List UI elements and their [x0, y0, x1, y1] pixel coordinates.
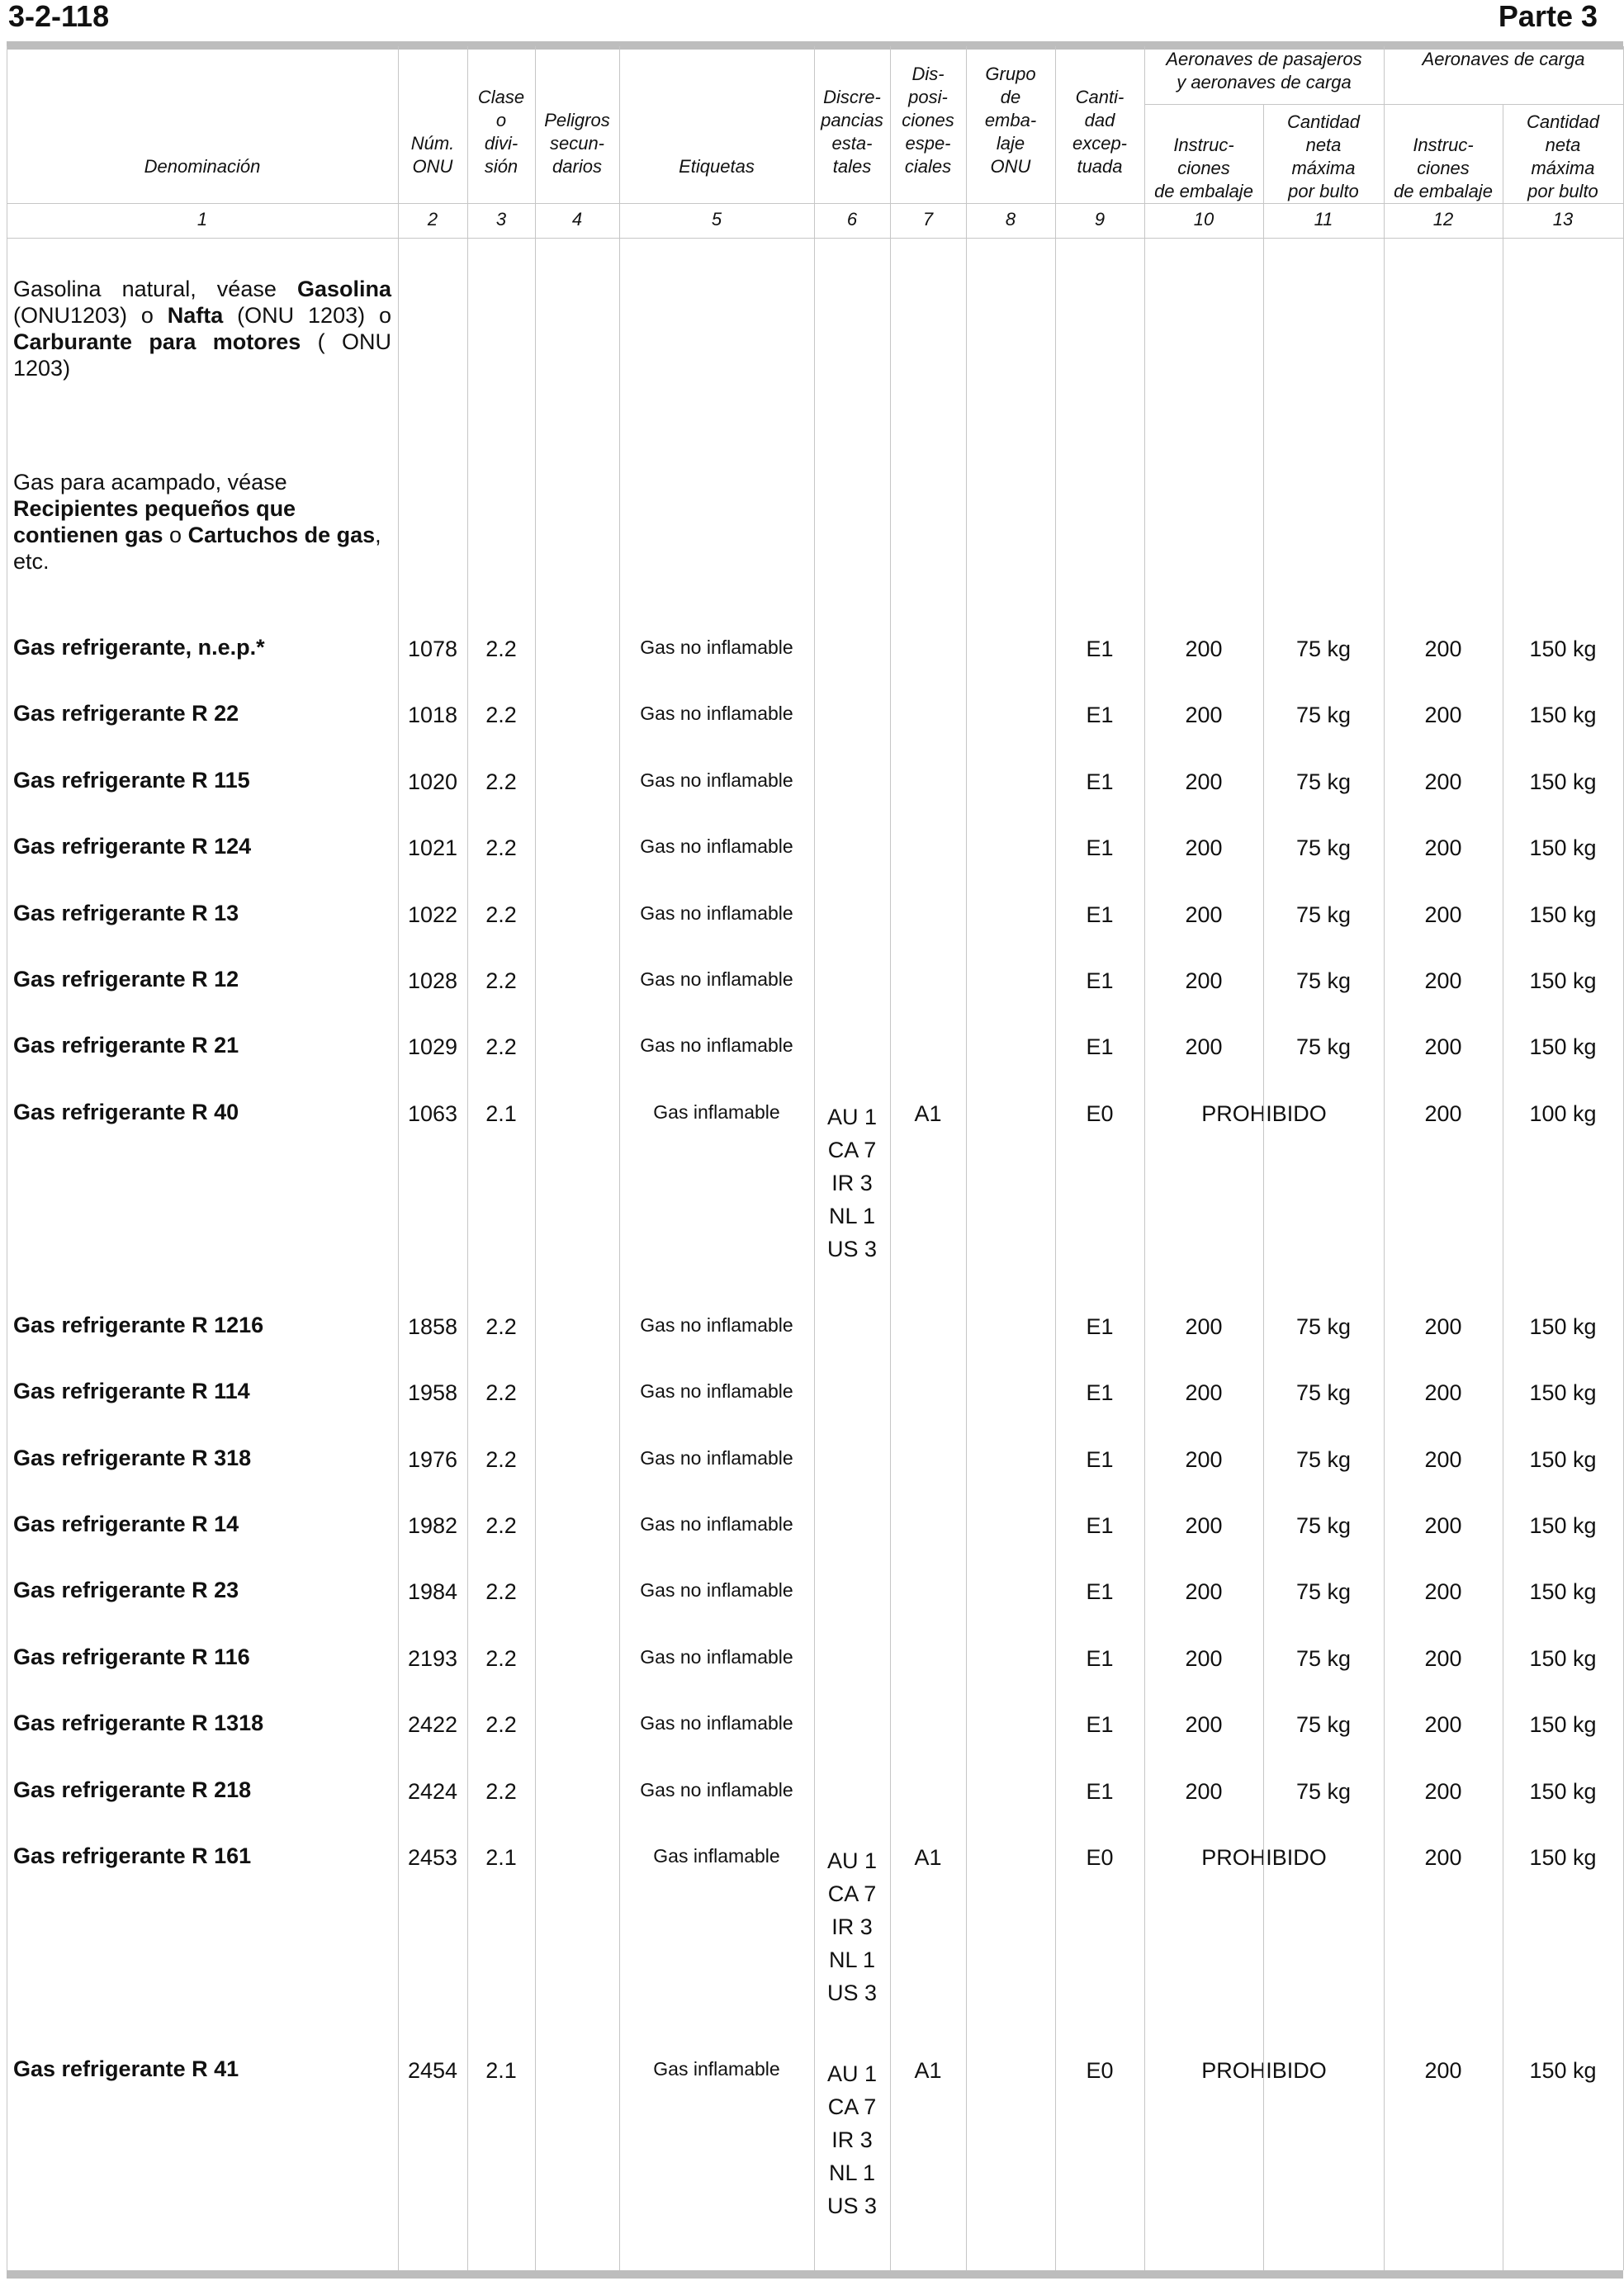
excepted-quantity: E1: [1086, 1380, 1114, 1406]
state-variations: AU 1 CA 7 IR 3 NL 1 US 3: [826, 1848, 878, 2005]
header-num-onu: Núm. ONU: [410, 133, 455, 177]
note-text: Gas para acampado, véase: [13, 470, 287, 495]
class-division: 2.2: [485, 1313, 517, 1339]
passenger-packing-instruction: 200: [1185, 835, 1223, 861]
excepted-quantity: E1: [1086, 637, 1114, 661]
passenger-max-quantity: 75 kg: [1295, 1579, 1352, 1605]
substance-name: Gas refrigerante R 12: [13, 967, 239, 991]
un-number: 2422: [407, 1712, 458, 1738]
class-division: 2.2: [485, 902, 517, 927]
header-etiquetas: Etiquetas: [679, 156, 755, 177]
passenger-packing-instruction: 200: [1185, 1579, 1223, 1605]
state-variations: AU 1 CA 7 IR 3 NL 1 US 3: [826, 1104, 878, 1261]
passenger-packing-instruction: 200: [1185, 1513, 1223, 1538]
excepted-quantity: E0: [1086, 2058, 1114, 2083]
header-disposiciones: Dis- posi- ciones espe- ciales: [902, 64, 954, 177]
hazard-label: Gas no inflamable: [640, 637, 793, 658]
cargo-max-quantity: 150 kg: [1529, 1380, 1597, 1406]
column-number: 12: [1432, 209, 1454, 230]
passenger-max-quantity: 75 kg: [1295, 1446, 1352, 1472]
hazard-label: Gas no inflamable: [640, 703, 793, 725]
header-grupo: Grupo de emba- laje ONU: [984, 64, 1037, 177]
passenger-packing-instruction: 200: [1185, 1034, 1223, 1060]
header-discrepancias: Discre- pancias esta- tales: [821, 87, 883, 177]
note-bold-text: Cartuchos de gas: [187, 523, 376, 547]
hazard-label: Gas no inflamable: [640, 1579, 793, 1602]
column-divider: [467, 46, 468, 2270]
class-division: 2.2: [485, 1778, 517, 1804]
column-number: 9: [1094, 209, 1106, 230]
column-number: 13: [1552, 209, 1574, 230]
part-title: Parte 3: [1498, 0, 1598, 33]
passenger-max-quantity: 75 kg: [1295, 703, 1352, 728]
passenger-max-quantity: 75 kg: [1295, 1513, 1352, 1538]
excepted-quantity: E1: [1086, 835, 1114, 861]
class-division: 2.1: [485, 1845, 517, 1870]
note-text: (ONU1203) o: [13, 303, 168, 328]
un-number: 2453: [407, 1845, 458, 1870]
un-number: 1028: [407, 968, 458, 993]
hazard-label: Gas inflamable: [653, 2058, 780, 2080]
column-number: 10: [1193, 209, 1214, 230]
special-provisions: A1: [914, 2058, 942, 2083]
cargo-packing-instruction: 200: [1424, 769, 1462, 794]
class-division: 2.2: [485, 1712, 517, 1738]
hazard-label: Gas no inflamable: [640, 1034, 793, 1057]
excepted-quantity: E1: [1086, 1778, 1114, 1804]
column-divider: [1384, 46, 1385, 2270]
substance-name: Gas refrigerante R 1216: [13, 1312, 264, 1337]
hazard-label: Gas no inflamable: [640, 968, 793, 990]
column-divider: [535, 46, 536, 2270]
passenger-max-quantity: 75 kg: [1295, 968, 1352, 993]
cargo-max-quantity: 150 kg: [1529, 1446, 1597, 1472]
substance-name: Gas refrigerante R 318: [13, 1445, 252, 1470]
cross-reference-note: [13, 469, 391, 575]
excepted-quantity: E1: [1086, 1446, 1114, 1472]
column-divider: [1055, 46, 1056, 2270]
hazard-label: Gas no inflamable: [640, 902, 793, 924]
passenger-packing-instruction: 200: [1185, 1313, 1223, 1339]
un-number: 2424: [407, 1778, 458, 1804]
cargo-packing-instruction: 200: [1424, 2058, 1462, 2083]
header-denominacion: Denominación: [144, 156, 261, 177]
cargo-max-quantity: 150 kg: [1529, 1778, 1597, 1804]
cargo-packing-instruction: 200: [1424, 1446, 1462, 1472]
excepted-quantity: E1: [1086, 1313, 1114, 1339]
header-clase: Clase o divi- sión: [477, 87, 525, 177]
header-carga-group: Aeronaves de carga: [1422, 49, 1585, 69]
column-number: 5: [711, 209, 722, 230]
cargo-packing-instruction: 200: [1424, 1513, 1462, 1538]
header-cantidad-neta-cao: Cantidad neta máxima por bulto: [1526, 111, 1600, 201]
hazard-label: Gas no inflamable: [640, 769, 793, 791]
un-number: 2193: [407, 1645, 458, 1671]
excepted-quantity: E1: [1086, 703, 1114, 728]
substance-name: Gas refrigerante R 23: [13, 1578, 239, 1603]
passenger-max-quantity: 75 kg: [1295, 1380, 1352, 1406]
header-instrucciones-cao: Instruc- ciones de embalaje: [1394, 135, 1493, 201]
excepted-quantity: E1: [1086, 902, 1114, 927]
passenger-packing-instruction: 200: [1185, 1778, 1223, 1804]
hazard-label: Gas no inflamable: [640, 1446, 793, 1469]
substance-name: Gas refrigerante R 124: [13, 834, 252, 859]
cargo-packing-instruction: 200: [1424, 1034, 1462, 1060]
cargo-packing-instruction: 200: [1424, 968, 1462, 993]
passenger-max-quantity: 75 kg: [1295, 769, 1352, 794]
excepted-quantity: E1: [1086, 1513, 1114, 1538]
cargo-packing-instruction: 200: [1424, 637, 1462, 661]
class-division: 2.2: [485, 1380, 517, 1406]
un-number: 1063: [407, 1100, 458, 1126]
cargo-max-quantity: 150 kg: [1529, 1712, 1597, 1738]
passenger-forbidden: PROHIBIDO: [1201, 2058, 1327, 2083]
cargo-max-quantity: 150 kg: [1529, 1034, 1597, 1060]
class-division: 2.1: [485, 1100, 517, 1126]
hazard-label: Gas no inflamable: [640, 1712, 793, 1734]
cargo-packing-instruction: 200: [1424, 1313, 1462, 1339]
bottom-rule: [7, 2270, 1623, 2279]
un-number: 1029: [407, 1034, 458, 1060]
passenger-max-quantity: 75 kg: [1295, 835, 1352, 861]
substance-name: Gas refrigerante R 114: [13, 1379, 250, 1404]
un-number: 1018: [407, 703, 458, 728]
note-bold-text: Nafta: [167, 303, 224, 328]
column-divider: [398, 46, 399, 2270]
hazard-label: Gas no inflamable: [640, 1778, 793, 1801]
column-number: 8: [1005, 209, 1016, 230]
header-cantidad-exceptuada: Canti- dad excep- tuada: [1072, 87, 1128, 177]
column-number: 2: [427, 209, 438, 230]
passenger-max-quantity: 75 kg: [1295, 902, 1352, 927]
column-divider: [966, 46, 967, 2270]
cargo-max-quantity: 150 kg: [1529, 968, 1597, 993]
un-number: 1021: [407, 835, 458, 861]
class-division: 2.2: [485, 769, 517, 794]
passenger-packing-instruction: 200: [1185, 1645, 1223, 1671]
passenger-max-quantity: 75 kg: [1295, 637, 1352, 661]
cargo-packing-instruction: 200: [1424, 835, 1462, 861]
un-number: 2454: [407, 2058, 458, 2083]
header-bottom-line: [7, 203, 1623, 204]
class-division: 2.2: [485, 835, 517, 861]
substance-name: Gas refrigerante R 22: [13, 701, 239, 726]
hazard-label: Gas no inflamable: [640, 1313, 793, 1336]
class-division: 2.2: [485, 703, 517, 728]
un-number: 1022: [407, 902, 458, 927]
cargo-packing-instruction: 200: [1424, 1100, 1462, 1126]
class-division: 2.2: [485, 1513, 517, 1538]
hazard-label: Gas no inflamable: [640, 1645, 793, 1668]
un-number: 1976: [407, 1446, 458, 1472]
class-division: 2.2: [485, 1446, 517, 1472]
state-variations: AU 1 CA 7 IR 3 NL 1 US 3: [826, 2061, 878, 2218]
cargo-packing-instruction: 200: [1424, 1712, 1462, 1738]
column-number: 7: [922, 209, 934, 230]
column-number: 11: [1314, 209, 1333, 230]
group-header-line: [1144, 104, 1623, 105]
substance-name: Gas refrigerante R 1318: [13, 1711, 264, 1736]
un-number: 1958: [407, 1380, 458, 1406]
passenger-packing-instruction: 200: [1185, 1380, 1223, 1406]
cargo-max-quantity: 100 kg: [1529, 1100, 1597, 1126]
cargo-packing-instruction: 200: [1424, 902, 1462, 927]
column-divider: [890, 46, 891, 2270]
column-divider: [814, 46, 815, 2270]
substance-name: Gas refrigerante, n.e.p.*: [13, 635, 265, 660]
passenger-packing-instruction: 200: [1185, 1446, 1223, 1472]
column-number: 4: [571, 209, 583, 230]
class-division: 2.2: [485, 637, 517, 661]
cargo-max-quantity: 150 kg: [1529, 703, 1597, 728]
un-number: 1020: [407, 769, 458, 794]
header-instrucciones-pax: Instruc- ciones de embalaje: [1154, 135, 1253, 201]
special-provisions: A1: [914, 1845, 942, 1870]
excepted-quantity: E0: [1086, 1100, 1114, 1126]
note-text: , etc.: [13, 523, 381, 574]
header-cantidad-neta-pax: Cantidad neta máxima por bulto: [1286, 111, 1361, 201]
cargo-packing-instruction: 200: [1424, 1645, 1462, 1671]
cargo-max-quantity: 150 kg: [1529, 1579, 1597, 1605]
class-division: 2.2: [485, 968, 517, 993]
note-bold-text: Recipientes pequeños que contienen gas: [13, 496, 296, 547]
cargo-packing-instruction: 200: [1424, 703, 1462, 728]
hazard-label: Gas no inflamable: [640, 1513, 793, 1535]
note-text: (ONU 1203) o: [223, 303, 391, 328]
substance-name: Gas refrigerante R 21: [13, 1033, 239, 1058]
substance-name: Gas refrigerante R 116: [13, 1644, 250, 1669]
cargo-max-quantity: 150 kg: [1529, 2058, 1597, 2083]
cargo-max-quantity: 150 kg: [1529, 1513, 1597, 1538]
cargo-packing-instruction: 200: [1424, 1380, 1462, 1406]
class-division: 2.1: [485, 2058, 517, 2083]
cargo-max-quantity: 150 kg: [1529, 1845, 1597, 1870]
column-number: 1: [196, 209, 208, 230]
passenger-max-quantity: 75 kg: [1295, 1645, 1352, 1671]
column-divider: [1144, 46, 1145, 2270]
header-peligros: Peligros secun- darios: [544, 110, 610, 177]
cross-reference-note: [13, 276, 391, 381]
passenger-max-quantity: 75 kg: [1295, 1313, 1352, 1339]
passenger-max-quantity: 75 kg: [1295, 1712, 1352, 1738]
excepted-quantity: E1: [1086, 1645, 1114, 1671]
class-division: 2.2: [485, 1034, 517, 1060]
substance-name: Gas refrigerante R 218: [13, 1777, 252, 1802]
column-number: 3: [495, 209, 507, 230]
excepted-quantity: E1: [1086, 1712, 1114, 1738]
column-divider: [619, 46, 620, 2270]
excepted-quantity: E1: [1086, 968, 1114, 993]
un-number: 1982: [407, 1513, 458, 1538]
cargo-max-quantity: 150 kg: [1529, 1313, 1597, 1339]
note-bold-text: Gasolina: [296, 277, 391, 301]
class-division: 2.2: [485, 1645, 517, 1671]
cargo-packing-instruction: 200: [1424, 1778, 1462, 1804]
cargo-max-quantity: 150 kg: [1529, 835, 1597, 861]
passenger-packing-instruction: 200: [1185, 637, 1223, 661]
column-divider: [1263, 104, 1264, 2270]
excepted-quantity: E0: [1086, 1845, 1114, 1870]
hazard-label: Gas no inflamable: [640, 835, 793, 858]
cargo-max-quantity: 150 kg: [1529, 769, 1597, 794]
excepted-quantity: E1: [1086, 769, 1114, 794]
cargo-max-quantity: 150 kg: [1529, 637, 1597, 661]
page-header: [0, 0, 1624, 46]
note-text: Gasolina natural, véase: [13, 277, 297, 301]
cargo-max-quantity: 150 kg: [1529, 1645, 1597, 1671]
passenger-forbidden: PROHIBIDO: [1201, 1845, 1327, 1870]
header-pasajeros-group: Aeronaves de pasajeros y aeronaves de carga: [1166, 49, 1362, 92]
substance-name: Gas refrigerante R 14: [13, 1512, 239, 1536]
note-text: ( ONU 1203): [13, 329, 391, 381]
substance-name: Gas refrigerante R 40: [13, 1099, 239, 1124]
substance-name: Gas refrigerante R 41: [13, 2056, 239, 2081]
passenger-packing-instruction: 200: [1185, 769, 1223, 794]
hazard-label: Gas inflamable: [653, 1845, 780, 1867]
cargo-packing-instruction: 200: [1424, 1845, 1462, 1870]
column-number-line: [7, 238, 1623, 239]
page-number: 3-2-118: [8, 0, 110, 33]
excepted-quantity: E1: [1086, 1034, 1114, 1060]
excepted-quantity: E1: [1086, 1579, 1114, 1605]
note-bold-text: Carburante para motores: [13, 329, 301, 354]
passenger-forbidden: PROHIBIDO: [1201, 1100, 1327, 1126]
class-division: 2.2: [485, 1579, 517, 1605]
passenger-packing-instruction: 200: [1185, 968, 1223, 993]
passenger-max-quantity: 75 kg: [1295, 1778, 1352, 1804]
un-number: 1858: [407, 1313, 458, 1339]
substance-name: Gas refrigerante R 115: [13, 767, 250, 793]
special-provisions: A1: [914, 1100, 942, 1126]
passenger-packing-instruction: 200: [1185, 902, 1223, 927]
hazard-label: Gas no inflamable: [640, 1380, 793, 1403]
note-text: o: [163, 523, 188, 547]
un-number: 1984: [407, 1579, 458, 1605]
un-number: 1078: [407, 637, 458, 661]
passenger-max-quantity: 75 kg: [1295, 1034, 1352, 1060]
passenger-packing-instruction: 200: [1185, 1712, 1223, 1738]
cargo-packing-instruction: 200: [1424, 1579, 1462, 1605]
column-number: 6: [846, 209, 858, 230]
hazard-label: Gas inflamable: [653, 1100, 780, 1123]
passenger-packing-instruction: 200: [1185, 703, 1223, 728]
substance-name: Gas refrigerante R 161: [13, 1843, 252, 1868]
substance-name: Gas refrigerante R 13: [13, 900, 239, 925]
cargo-max-quantity: 150 kg: [1529, 902, 1597, 927]
